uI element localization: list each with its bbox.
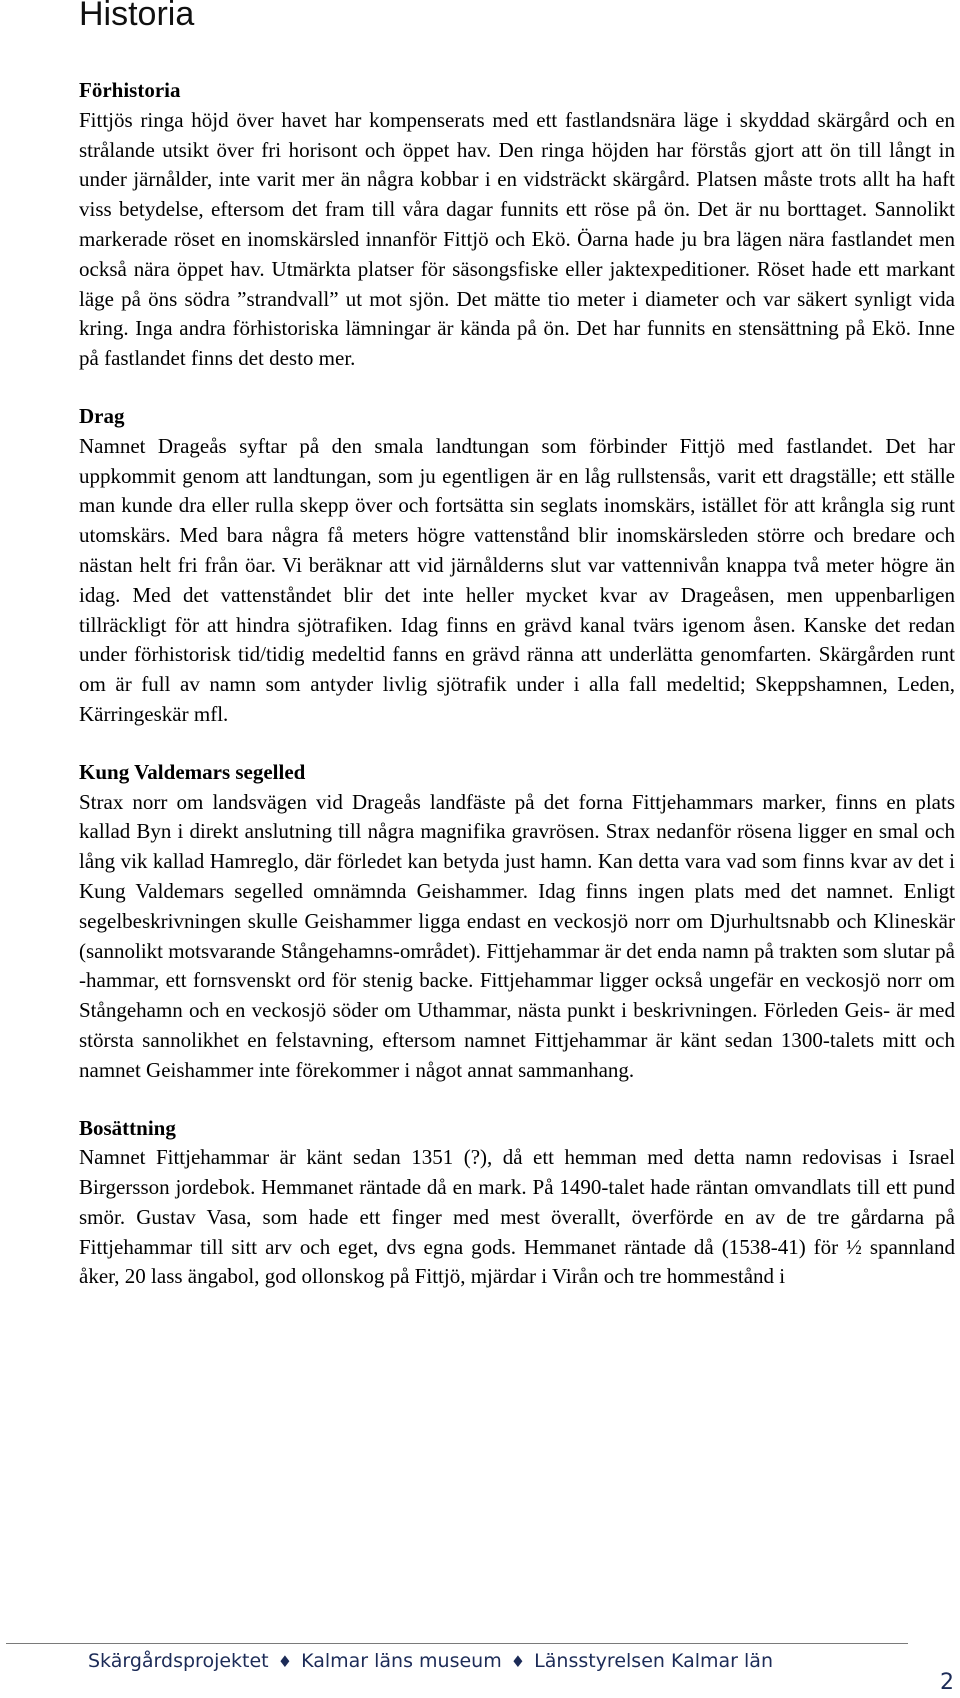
section-heading: Bosättning (79, 1115, 176, 1140)
footer-divider (6, 1643, 908, 1644)
page-footer (88, 1648, 773, 1675)
page-title: Historia (79, 0, 195, 33)
diamond-icon: ♦ (277, 1652, 293, 1671)
section-kung-valdemars-segelled (79, 758, 955, 1086)
section-paragraph: Namnet Fittjehammar är känt sedan 1351 (?), då ett hemman med detta namn redovisas i Israel Birgersson jordebok. Hemmanet räntade då en mark. På 1490-talet hade räntan omvandlats till ett pund smör. Gustav Vasa, som hade ett finger med mest överallt, överförde en av de tre gårdarna på Fittjehammar till sitt arv och eget, dvs egna gods. Hemmanet räntade då (1538-41) för ½ spannland åker, 20 lass ängabol, god ollonskog på Fittjö, mjärdar i Virån och tre hommestånd i (79, 1145, 955, 1289)
diamond-icon: ♦ (510, 1652, 526, 1671)
section-forhistoria (79, 76, 955, 374)
section-heading: Kung Valdemars segelled (79, 759, 306, 784)
section-paragraph: Namnet Drageås syftar på den smala landtungan som förbinder Fittjö med fastlandet. Det har uppkommit genom att landtungan, som ju egentligen är en låg rullstensås, varit ett dragställe; ett ställe man kunde dra eller rulla skepp över och fortsätta sin seglats inomskärs, istället för att krångla sig runt utomskärs. Med bara några få meters högre vattenstånd blir inomskärsleden större och bredare och nästan helt fri från öar. Vi beräknar att vid järnålderns slut var vattennivån knappa två meter högre än idag. Med det vattenståndet blir det inte heller mycket kvar av Drageåsen, men uppenbarligen tillräckligt för att hindra sjötrafiken. Idag finns en grävd kanal tvärs igenom åsen. Kanske det redan under förhistorisk tid/tidig medeltid fanns en grävd ränna att underlätta genomfarten. Skärgården runt om är full av namn som antyder livlig sjötrafik under i alla fall medeltid; Skeppshamnen, Leden, Kärringeskär mfl. (79, 433, 955, 726)
section-heading: Förhistoria (79, 78, 181, 102)
document-body (79, 76, 955, 1320)
footer-museum-name: Kalmar läns museum (301, 1650, 502, 1672)
section-paragraph: Strax norr om landsvägen vid Drageås landfäste på det forna Fittjehammars marker, finns en plats kallad Byn i direkt anslutning till några magnifika gravrösen. Strax nedanför rösena ligger en smal och lång vik kallad Hamreglo, där förledet kan betyda just hamn. Kan detta vara vad som finns kvar av det i Kung Valdemars segelled omnämnda Geishammer. Idag finns ingen plats med det namnet. Enligt segelbeskrivningen skulle Geishammer ligga endast en veckosjö norr om Djurhultsnabb och Klineskär (sannolikt motsvarande Stångehamns-området). Fittjehammar är det enda namn på trakten som slutar på -hammar, ett fornsvenskt ord för stenig backe. Fittjehammar ligger också ungefär en veckosjö norr om Stångehamn och en veckosjö söder om Uthammar, nästa punkt i beskrivningen. Förleden Geis- är med största sannolikhet en felstavning, eftersom namnet Fittjehammar är känt sedan 1300-talets mitt och namnet Geishammer inte förekommer i något annat sammanhang. (79, 789, 955, 1082)
footer-county-board-name: Länsstyrelsen Kalmar län (534, 1650, 773, 1672)
footer-project-name: Skärgårdsprojektet (88, 1650, 269, 1672)
section-drag (79, 402, 955, 730)
section-paragraph: Fittjös ringa höjd över havet har kompenserats med ett fastlandsnära läge i skyddad skärgård och en strålande utsikt över fri horisont och öppet hav. Den ringa höjden har förstås gjort att ön till långt in under järnålder, inte varit mer än några kobbar i en vidsträckt skärgård. Platsen måste trots allt ha haft viss betydelse, eftersom det fram till våra dagar funnits ett röse på ön. Det är nu borttaget. Sannolikt markerade röset en inomskärsled innanför Fittjö och Ekö. Öarna hade ju bra lägen nära fastlandet men också nära öppet hav. Utmärkta platser för säsongsfiske eller jaktexpeditioner. Röset hade ett markant läge på öns södra ”strandvall” ut mot sjön. Det mätte tio meter i diameter och var säkert synligt vida kring. Inga andra förhistoriska lämningar är kända på ön. Det har funnits en stensättning på Ekö. Inne på fastlandet finns det desto mer. (79, 107, 955, 371)
section-heading: Drag (79, 403, 125, 428)
section-bosattning (79, 1114, 955, 1293)
page-number: 2 (940, 1670, 954, 1695)
